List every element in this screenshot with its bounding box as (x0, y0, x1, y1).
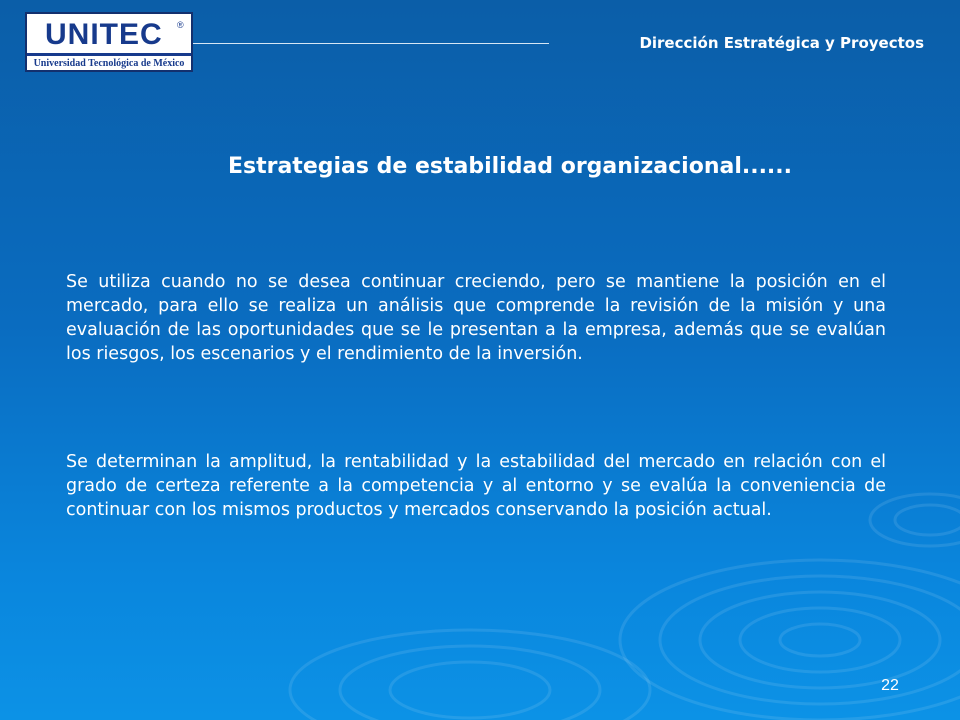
header-title: Dirección Estratégica y Proyectos (639, 34, 924, 52)
paragraph-1: Se utiliza cuando no se desea continuar creciendo, pero se mantiene la posición en el mercado, para ello se realiza un análisis que comprende la revisión de la misión y una evaluación de las oportunidades que se le presentan a la empresa, además que se evalúan los riesgos, los escenarios y el rendimiento de la inversión. (66, 272, 886, 364)
logo-divider (27, 53, 191, 56)
page-number: 22 (881, 677, 899, 694)
header-rule (193, 43, 549, 44)
logo-registered-mark: ® (177, 20, 184, 30)
paragraph-2: Se determinan la amplitud, la rentabilidad y la estabilidad del mercado en relación con el grado de certeza referente a la competencia y al entorno y se evalúa la conveniencia de continuar con los mismos productos y mercados conservando la posición actual. (66, 452, 886, 520)
logo-name: UNITEC (45, 18, 163, 51)
logo-subtitle: Universidad Tecnológica de México (33, 58, 185, 69)
unitec-logo (25, 12, 193, 72)
slide-title: Estrategias de estabilidad organizacional...... (227, 154, 793, 179)
